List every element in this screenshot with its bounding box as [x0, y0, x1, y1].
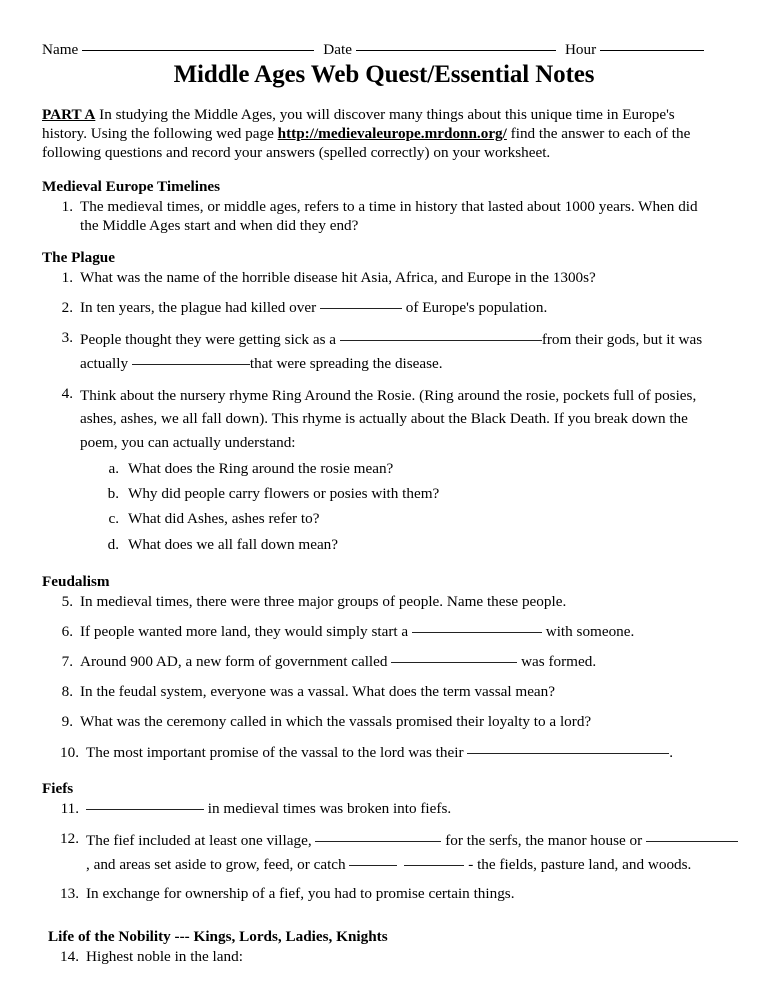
question-item — [42, 197, 738, 235]
question-item — [42, 682, 738, 701]
question-item — [42, 884, 738, 903]
section-medieval-europe-timelines — [42, 177, 738, 235]
answer-blank[interactable] — [340, 340, 542, 341]
question-line: Think about the nursery rhyme Ring Around the Rosie. (Ring around the rosie, pockets full of posies, — [80, 386, 697, 404]
date-label: Date — [323, 41, 352, 58]
question-number: 11. — [60, 799, 79, 817]
student-info-row — [42, 40, 738, 59]
resource-url-link[interactable]: http://medievaleurope.mrdonn.org/ — [277, 124, 507, 142]
question-line: ashes, ashes, we all fall down). This rhyme is actually about the Black Death. If you break down the — [80, 410, 688, 428]
question-text — [80, 622, 738, 641]
question-text — [80, 197, 738, 235]
question-line — [80, 352, 738, 376]
question-line: poem, you can actually understand: — [80, 433, 296, 451]
question-text-after-blank: that were spreading the disease. — [249, 354, 443, 372]
question-item — [42, 829, 738, 876]
subquestion-text: What does the Ring around the rosie mean? — [128, 460, 394, 478]
question-text: In medieval times, there were three major groups of people. Name these people. — [80, 592, 567, 610]
answer-blank[interactable] — [412, 632, 542, 633]
question-item — [42, 799, 738, 818]
question-text-after-blank: - the fields, pasture land, and woods. — [464, 855, 692, 873]
question-number: 1. — [61, 197, 73, 215]
answer-blank[interactable] — [349, 865, 397, 866]
question-text-before-blank: , and areas set aside to grow, feed, or catch — [86, 855, 350, 873]
answer-blank[interactable] — [315, 841, 441, 842]
question-text-after-blank: with someone. — [541, 623, 635, 641]
section-feudalism — [42, 572, 738, 762]
question-text: In exchange for ownership of a fief, you had to promise certain things. — [86, 885, 515, 903]
question-number: 10. — [60, 743, 79, 761]
section-fiefs — [42, 779, 738, 904]
question-text: Highest noble in the land: — [86, 948, 243, 966]
question-number: 4. — [61, 384, 73, 402]
question-item — [42, 384, 738, 455]
hour-label: Hour — [564, 41, 597, 58]
question-text-before-blank: The fief included at least one village, — [86, 832, 316, 850]
question-text — [80, 384, 738, 455]
question-item — [42, 712, 738, 731]
intro-text-before-url: In studying the Middle Ages, you will discover many things about this unique time in Europe's history. Using the following wed page — [42, 105, 675, 142]
question-number: 6. — [61, 623, 73, 641]
date-blank-field[interactable] — [356, 50, 556, 51]
question-number: 13. — [60, 885, 79, 903]
question-text — [86, 829, 738, 876]
question-text-before-blank: People thought they were getting sick as a — [80, 331, 340, 349]
section-heading: Feudalism — [42, 572, 110, 590]
question-text: What was the ceremony called in which the vassals promised their loyalty to a lord? — [80, 713, 592, 731]
question-number: 9. — [61, 713, 73, 731]
page-title: Middle Ages Web Quest/Essential Notes — [173, 61, 595, 89]
question-text-before-blank: The most important promise of the vassal to the lord was their — [86, 743, 468, 761]
subquestion-letter: c. — [108, 510, 119, 528]
question-item — [42, 592, 738, 611]
subquestion-letter: b. — [107, 485, 119, 503]
question-number: 14. — [60, 948, 79, 966]
intro-paragraph — [42, 105, 718, 163]
question-line — [86, 829, 738, 853]
question-item — [42, 622, 738, 641]
part-a-label: PART A — [42, 105, 96, 123]
question-line: The medieval times, or middle ages, refers to a time in history that lasted about 1000 years. When did — [80, 197, 698, 215]
question-text-after-blank: was formed. — [517, 653, 597, 671]
name-label: Name — [42, 41, 79, 58]
section-life-of-the-nobility — [42, 927, 738, 966]
subquestion-item — [42, 484, 738, 503]
question-text-after-blank: in medieval times was broken into fiefs. — [204, 799, 452, 817]
section-heading: The Plague — [42, 248, 115, 266]
question-text — [86, 743, 738, 762]
question-text-before-blank: In ten years, the plague had killed over — [80, 299, 320, 317]
question-text — [80, 298, 738, 317]
question-line: the Middle Ages start and when did they end? — [80, 216, 359, 234]
question-text-before-blank: actually — [80, 354, 132, 372]
section-the-plague — [42, 248, 738, 554]
question-number: 12. — [60, 830, 79, 848]
question-text-before-blank: Around 900 AD, a new form of government called — [80, 653, 392, 671]
question-item — [42, 328, 738, 375]
section-heading: Fiefs — [42, 779, 74, 797]
question-number: 8. — [61, 683, 73, 701]
question-item — [42, 268, 738, 287]
answer-blank[interactable] — [391, 662, 517, 663]
question-text-mid: for the serfs, the manor house or — [441, 832, 646, 850]
answer-blank[interactable] — [320, 308, 402, 309]
question-item — [42, 298, 738, 317]
question-text-after-blank: . — [669, 743, 674, 761]
question-line — [86, 853, 738, 877]
question-line: What was the name of the horrible disease hit Asia, Africa, and Europe in the 1300s? — [80, 269, 596, 287]
subquestion-list — [42, 459, 738, 554]
hour-blank-field[interactable] — [600, 50, 704, 51]
question-text — [80, 268, 738, 287]
section-heading: Life of the Nobility --- Kings, Lords, Ladies, Knights — [48, 928, 388, 946]
question-text-after-blank: of Europe's population. — [401, 299, 548, 317]
question-number: 7. — [61, 653, 73, 671]
subquestion-item — [42, 459, 738, 478]
question-item — [42, 652, 738, 671]
question-text-after-blank: from their gods, but it was — [541, 331, 703, 349]
answer-blank[interactable] — [404, 865, 464, 866]
question-text — [80, 328, 738, 375]
subquestion-text: What did Ashes, ashes refer to? — [128, 510, 320, 528]
subquestion-item — [42, 535, 738, 554]
question-text — [80, 652, 738, 671]
subquestion-letter: d. — [107, 535, 119, 553]
name-blank-field[interactable] — [82, 50, 314, 51]
subquestion-item — [42, 509, 738, 528]
section-heading: Medieval Europe Timelines — [42, 177, 221, 195]
question-text: In the feudal system, everyone was a vassal. What does the term vassal mean? — [80, 683, 556, 701]
question-number: 5. — [61, 592, 73, 610]
answer-blank[interactable] — [467, 753, 669, 754]
subquestion-text: What does we all fall down mean? — [128, 535, 339, 553]
question-number: 1. — [61, 269, 73, 287]
question-item — [42, 947, 738, 966]
answer-blank[interactable] — [646, 841, 738, 842]
question-item — [42, 743, 738, 762]
answer-blank[interactable] — [132, 364, 250, 365]
question-line — [80, 328, 738, 352]
answer-blank[interactable] — [86, 809, 204, 810]
intro-text-after-url: find the answer to each of the following questions and record your answers (spelled correctly) on your worksheet. — [42, 124, 691, 162]
question-text-before-blank: If people wanted more land, they would simply start a — [80, 623, 412, 641]
question-text — [86, 799, 738, 818]
subquestion-letter: a. — [108, 460, 119, 478]
question-number: 3. — [61, 329, 73, 347]
subquestion-text: Why did people carry flowers or posies with them? — [128, 485, 440, 503]
question-number: 2. — [61, 299, 73, 317]
